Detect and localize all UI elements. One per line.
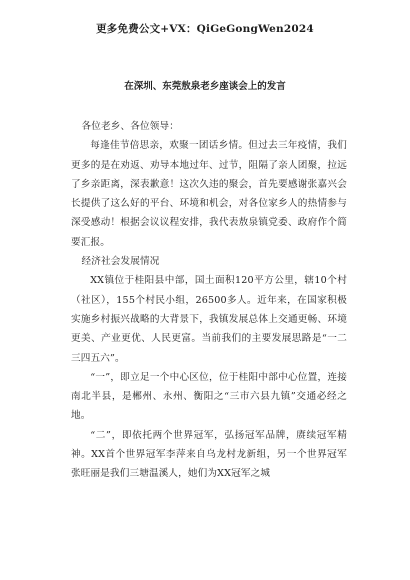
paragraph-opening: 每逢佳节倍思亲，欢聚一团话乡情。但过去三年疫情，我们更多的是在劝返、劝导本地过年、过节，阻隔了亲人团聚，拉远了乡亲距离，深表歉意！这次久违的聚会，首先要感谢张嘉兴会长提供了这么好的平台、环境和机会，对各位家乡人的热情参与深受感动！根据会议议程安排，我代表敖泉镇党委、政府作个简要汇报。 <box>71 140 347 248</box>
paragraph-one: “一”，即立足一个中心区位，位于桂阳中部中心位置，连接南北半县，是郴州、永州、衡阳之“三市六县九镇”交通必经之地。 <box>71 371 347 422</box>
header-advertisement: 更多免费公文+VX：QiGeGongWen2024 <box>96 23 314 35</box>
document-title: 在深圳、东莞敖泉老乡座谈会上的发言 <box>124 81 286 92</box>
salutation: 各位老乡、各位领导： <box>81 121 179 132</box>
paragraph-two: “二”，即依托两个世界冠军，弘扬冠军品牌，赓续冠军精神。XX首个世界冠军李萍来自乌龙村龙新组，另一个世界冠军张旺丽是我们三塘温溪人，她们为XX冠军之城 <box>71 429 347 480</box>
section-heading: 经济社会发展情况 <box>81 256 160 268</box>
paragraph-overview: XX镇位于桂阳县中部，国土面积120平方公里，辖10个村（社区），155个村民小组，26500多人。近年来，在国家积极实施乡村振兴战略的大背景下，我镇发展总体上交通更畅、环境更美、产业更优、人民更富。当前我们的主要发展思路是“一二三四五六”。 <box>71 275 347 364</box>
document-body <box>71 117 347 484</box>
